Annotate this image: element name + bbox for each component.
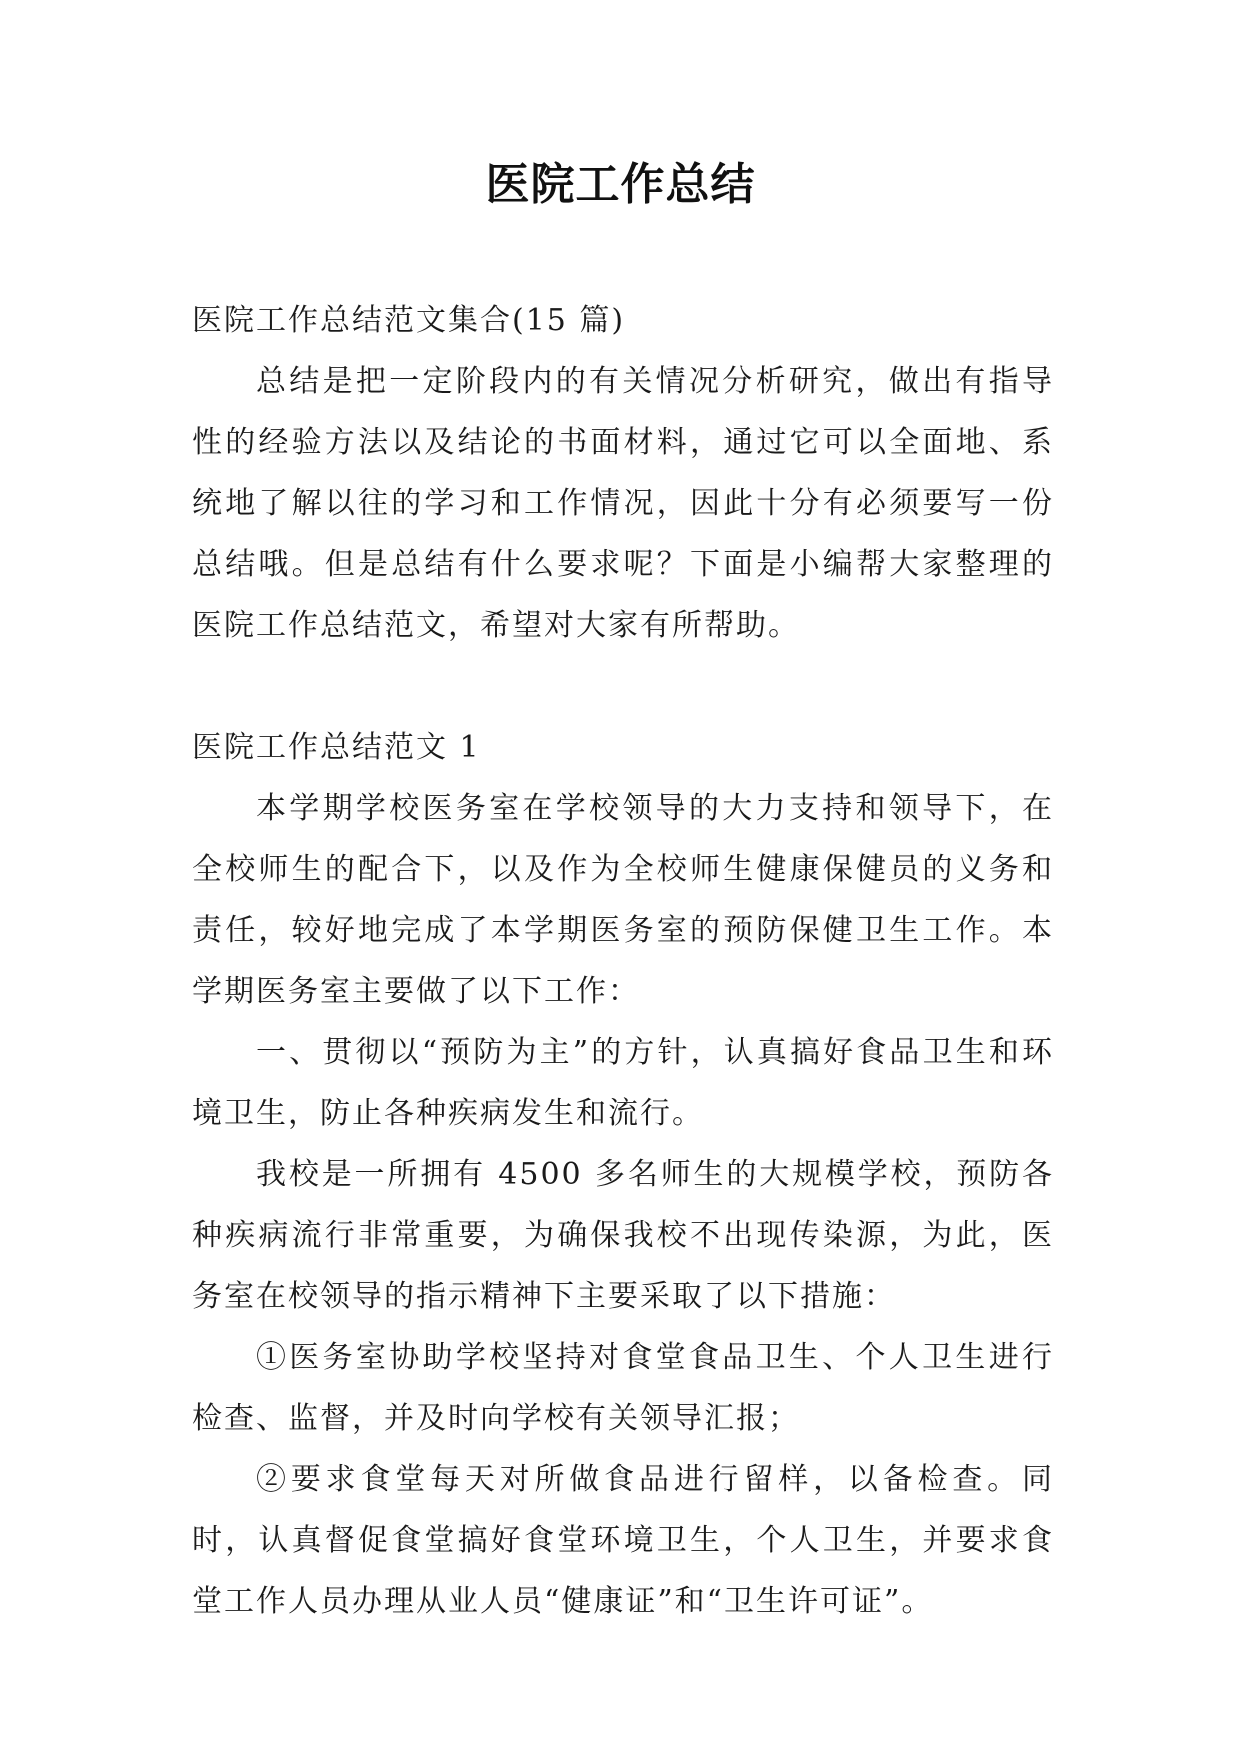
body-paragraph: 本学期学校医务室在学校领导的大力支持和领导下，在全校师生的配合下，以及作为全校师生健康保健员的义务和责任，较好地完成了本学期医务室的预防保健卫生工作。本学期医务室主要做了以下工作： (192, 791, 1054, 1009)
intro-paragraph: 总结是把一定阶段内的有关情况分析研究，做出有指导性的经验方法以及结论的书面材料，通过它可以全面地、系统地了解以往的学习和工作情况，因此十分有必须要写一份总结哦。但是总结有什么要求呢？下面是小编帮大家整理的医院工作总结范文，希望对大家有所帮助。 (192, 364, 1054, 643)
body-paragraph: ①医务室协助学校坚持对食堂食品卫生、个人卫生进行检查、监督，并及时向学校有关领导汇报； (192, 1340, 1054, 1436)
body-paragraph: 我校是一所拥有 4500 多名师生的大规模学校，预防各种疾病流行非常重要，为确保我校不出现传染源，为此，医务室在校领导的指示精神下主要采取了以下措施： (192, 1157, 1054, 1314)
document-subtitle: 医院工作总结范文集合(15 篇) (192, 303, 626, 338)
body-paragraph: ②要求食堂每天对所做食品进行留样，以备检查。同时，认真督促食堂搞好食堂环境卫生，个人卫生，并要求食堂工作人员办理从业人员“健康证”和“卫生许可证”。 (192, 1462, 1054, 1619)
paragraph-spacer (192, 656, 1054, 717)
document-body (192, 290, 1054, 1632)
document-title: 医院工作总结 (485, 159, 756, 210)
section-heading: 医院工作总结范文 1 (192, 730, 481, 765)
body-paragraph: 一、贯彻以“预防为主”的方针，认真搞好食品卫生和环境卫生，防止各种疾病发生和流行。 (192, 1035, 1054, 1131)
